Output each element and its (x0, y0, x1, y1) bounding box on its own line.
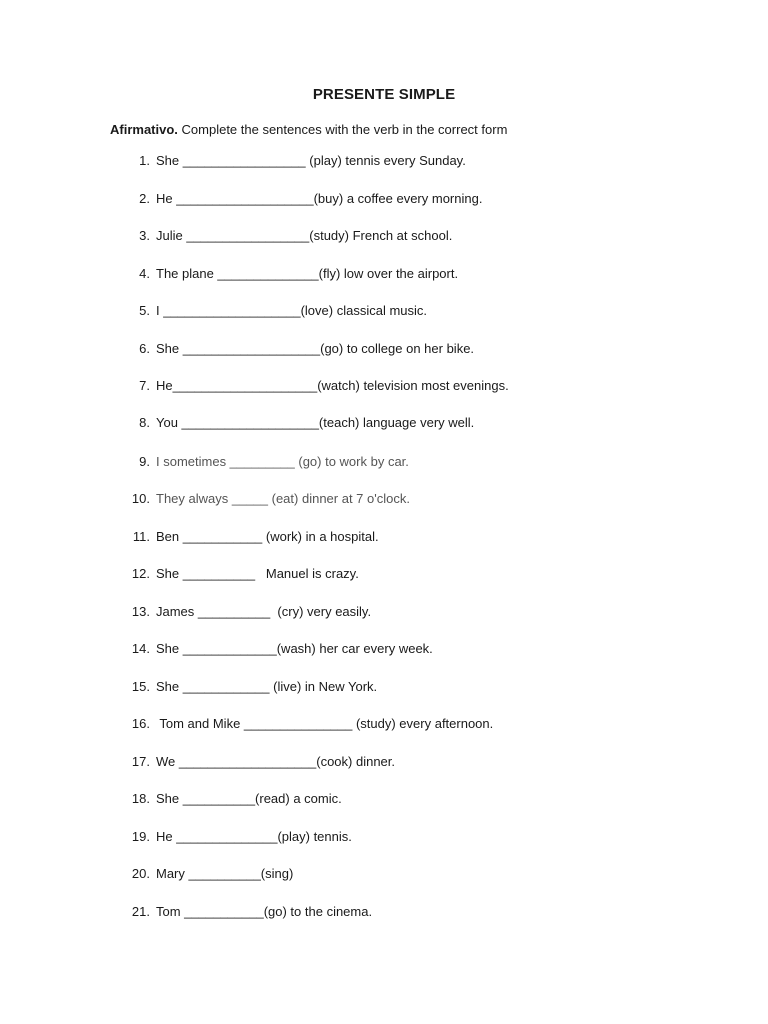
item-sentence: James __________ (cry) very easily. (156, 604, 372, 619)
item-number: 7. (139, 378, 150, 393)
item-sentence: He____________________(watch) television most evenings. (156, 378, 509, 393)
item-sentence: She _________________ (play) tennis every Sunday. (156, 153, 466, 168)
item-sentence: She ___________________(go) to college on her bike. (156, 341, 475, 356)
item-number: 9. (139, 454, 150, 469)
item-sentence: He ______________(play) tennis. (156, 829, 352, 844)
item-sentence: Ben ___________ (work) in a hospital. (156, 529, 379, 544)
item-sentence: She ____________ (live) in New York. (156, 679, 378, 694)
item-number: 15. (131, 679, 150, 694)
item-number: 13. (131, 604, 150, 619)
item-sentence: He ___________________(buy) a coffee every morning. (156, 191, 483, 206)
item-number: 1. (139, 153, 150, 168)
item-number: 17. (131, 754, 150, 769)
item-sentence: She _____________(wash) her car every week. (156, 641, 433, 656)
item-number: 10. (131, 491, 150, 506)
item-number: 19. (131, 829, 150, 844)
item-sentence: They always _____ (eat) dinner at 7 o'clock. (156, 491, 410, 506)
item-number: 3. (139, 228, 150, 243)
item-number: 21. (131, 904, 150, 919)
item-sentence: She __________ Manuel is crazy. (156, 566, 359, 581)
item-number: 16. (131, 716, 150, 731)
item-sentence: Julie _________________(study) French at school. (156, 228, 453, 243)
item-number: 18. (131, 791, 150, 806)
item-sentence: Mary __________(sing) (156, 866, 294, 881)
item-number: 11. (132, 529, 150, 544)
item-sentence: I ___________________(love) classical music. (156, 303, 428, 318)
item-number: 2. (139, 191, 150, 206)
item-number: 6. (139, 341, 150, 356)
item-sentence: Tom ___________(go) to the cinema. (156, 904, 373, 919)
item-sentence: The plane ______________(fly) low over the airport. (156, 266, 459, 281)
item-number: 20. (131, 866, 150, 881)
item-sentence: I sometimes _________ (go) to work by car. (156, 454, 409, 469)
item-sentence: You ___________________(teach) language very well. (156, 415, 475, 430)
instruction-text: Complete the sentences with the verb in the correct form (177, 122, 508, 137)
instruction-line (110, 122, 507, 137)
item-number: 8. (139, 415, 150, 430)
instruction-label: Afirmativo. (110, 122, 178, 137)
item-sentence: Tom and Mike _______________ (study) every afternoon. (156, 716, 494, 731)
item-number: 14. (131, 641, 150, 656)
item-sentence: We ___________________(cook) dinner. (156, 754, 396, 769)
item-number: 12. (131, 566, 150, 581)
item-sentence: She __________(read) a comic. (156, 791, 342, 806)
item-number: 4. (139, 266, 150, 281)
item-number: 5. (139, 303, 150, 318)
page-title: PRESENTE SIMPLE (312, 86, 456, 103)
